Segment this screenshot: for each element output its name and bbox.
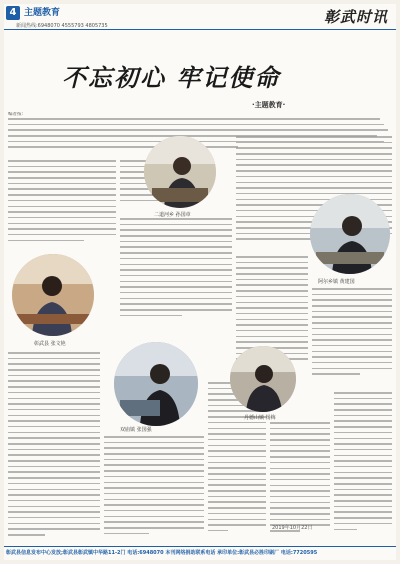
body-text-column-2b bbox=[120, 218, 232, 328]
portrait-image-2 bbox=[310, 194, 390, 274]
portrait-photo-4 bbox=[114, 342, 198, 426]
portrait-photo-1 bbox=[144, 136, 216, 208]
issue-line: 新闻热线:6948070 4555793 4805735 bbox=[16, 23, 108, 29]
portrait-image-5 bbox=[230, 346, 296, 412]
masthead: 彰武时讯 bbox=[323, 8, 388, 26]
body-text-column-2c bbox=[104, 436, 204, 542]
section-title: 主题教育 bbox=[24, 8, 61, 18]
body-text-column-1b bbox=[8, 352, 100, 542]
page-number: 4 bbox=[6, 6, 20, 20]
caption-1: 二道河乡 孙国章 bbox=[154, 212, 191, 218]
page-header bbox=[4, 4, 396, 30]
body-text-column-4 bbox=[312, 288, 392, 388]
newspaper-page bbox=[4, 4, 396, 560]
header-rule bbox=[4, 29, 396, 30]
footer-rule bbox=[4, 546, 396, 547]
portrait-photo-2 bbox=[310, 194, 390, 274]
caption-4: 双庙镇 张国强 bbox=[120, 427, 152, 433]
body-text-column-5 bbox=[334, 392, 392, 542]
caption-5: 丹德山镇 杨梅 bbox=[244, 415, 276, 421]
portrait-image-3 bbox=[12, 254, 94, 336]
article-subheading: ·主题教育· bbox=[252, 101, 286, 109]
caption-3: 彰武县 张文艳 bbox=[34, 341, 66, 347]
date-line: 2019年10月22日 bbox=[272, 525, 313, 531]
portrait-photo-3 bbox=[12, 254, 94, 336]
portrait-photo-5 bbox=[230, 346, 296, 412]
page-footer: 彰武县信息发布中心发放;彰武县彰武镇中华路11-2门 电话:6948070 本刊网络捐助联系电话 承印单位:彰武县必胜印刷厂 电话:7720595 bbox=[6, 550, 318, 556]
article-headline: 不忘初心 牢记使命 bbox=[62, 63, 281, 92]
portrait-image-4 bbox=[114, 342, 198, 426]
editor-note-label: 编者按: bbox=[8, 112, 24, 117]
body-text-column-1 bbox=[8, 160, 116, 252]
portrait-image-1 bbox=[144, 136, 216, 208]
caption-2: 阿尔乡镇 黄建国 bbox=[318, 279, 355, 285]
